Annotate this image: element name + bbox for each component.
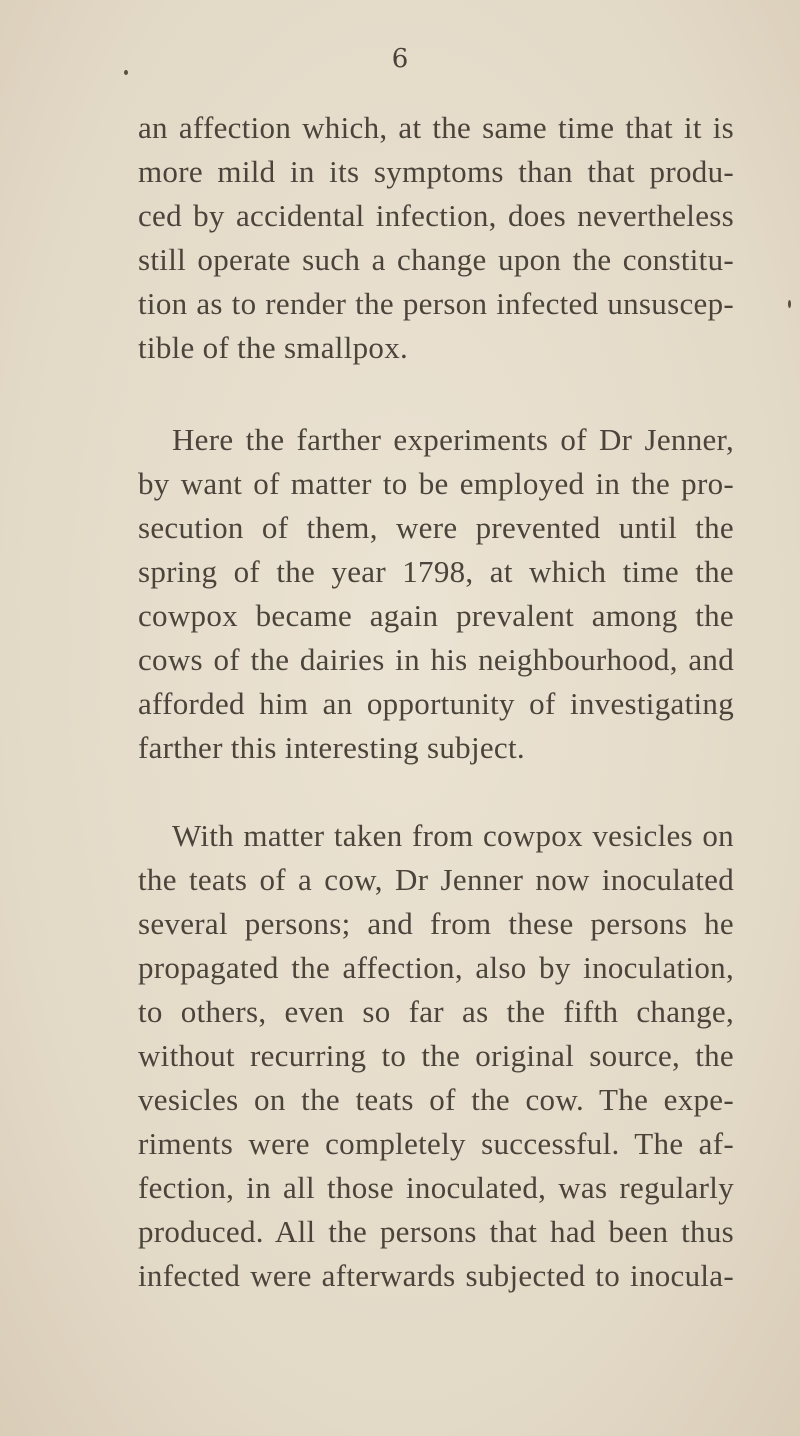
text-line: more mild in its symptoms than that produ-	[138, 154, 734, 189]
text-line: still operate such a change upon the constitu-	[138, 242, 734, 277]
text-line: With matter taken from cowpox vesicles on	[172, 818, 734, 853]
text-line: fection, in all those inoculated, was regularly	[138, 1170, 734, 1205]
text-line: ced by accidental infection, does nevertheless	[138, 198, 734, 233]
text-line: produced. All the persons that had been thus	[138, 1214, 734, 1249]
text-line: cows of the dairies in his neighbourhood, and	[138, 642, 734, 677]
text-line: by want of matter to be employed in the pro-	[138, 466, 734, 501]
page-number: 6	[391, 44, 409, 74]
text-line: several persons; and from these persons he	[138, 906, 734, 941]
text-line: secution of them, were prevented until the	[138, 510, 734, 545]
text-line: infected were afterwards subjected to inocula-	[138, 1258, 734, 1293]
text-line: Here the farther experiments of Dr Jenner,	[172, 422, 734, 457]
text-line: an affection which, at the same time that it is	[138, 110, 734, 145]
text-line: vesicles on the teats of the cow. The expe-	[138, 1082, 734, 1117]
text-line: without recurring to the original source, the	[138, 1038, 734, 1073]
text-line: spring of the year 1798, at which time the	[138, 554, 734, 589]
text-line: to others, even so far as the fifth change,	[138, 994, 734, 1029]
text-line: riments were completely successful. The af-	[138, 1126, 734, 1161]
text-line: farther this interesting subject.	[138, 730, 525, 765]
text-line: propagated the affection, also by inoculation,	[138, 950, 734, 985]
text-line: tion as to render the person infected unsuscep-	[138, 286, 734, 321]
text-line: afforded him an opportunity of investigating	[138, 686, 734, 721]
text-line: the teats of a cow, Dr Jenner now inoculated	[138, 862, 734, 897]
text-line: cowpox became again prevalent among the	[138, 598, 734, 633]
text-line: tible of the smallpox.	[138, 330, 409, 365]
